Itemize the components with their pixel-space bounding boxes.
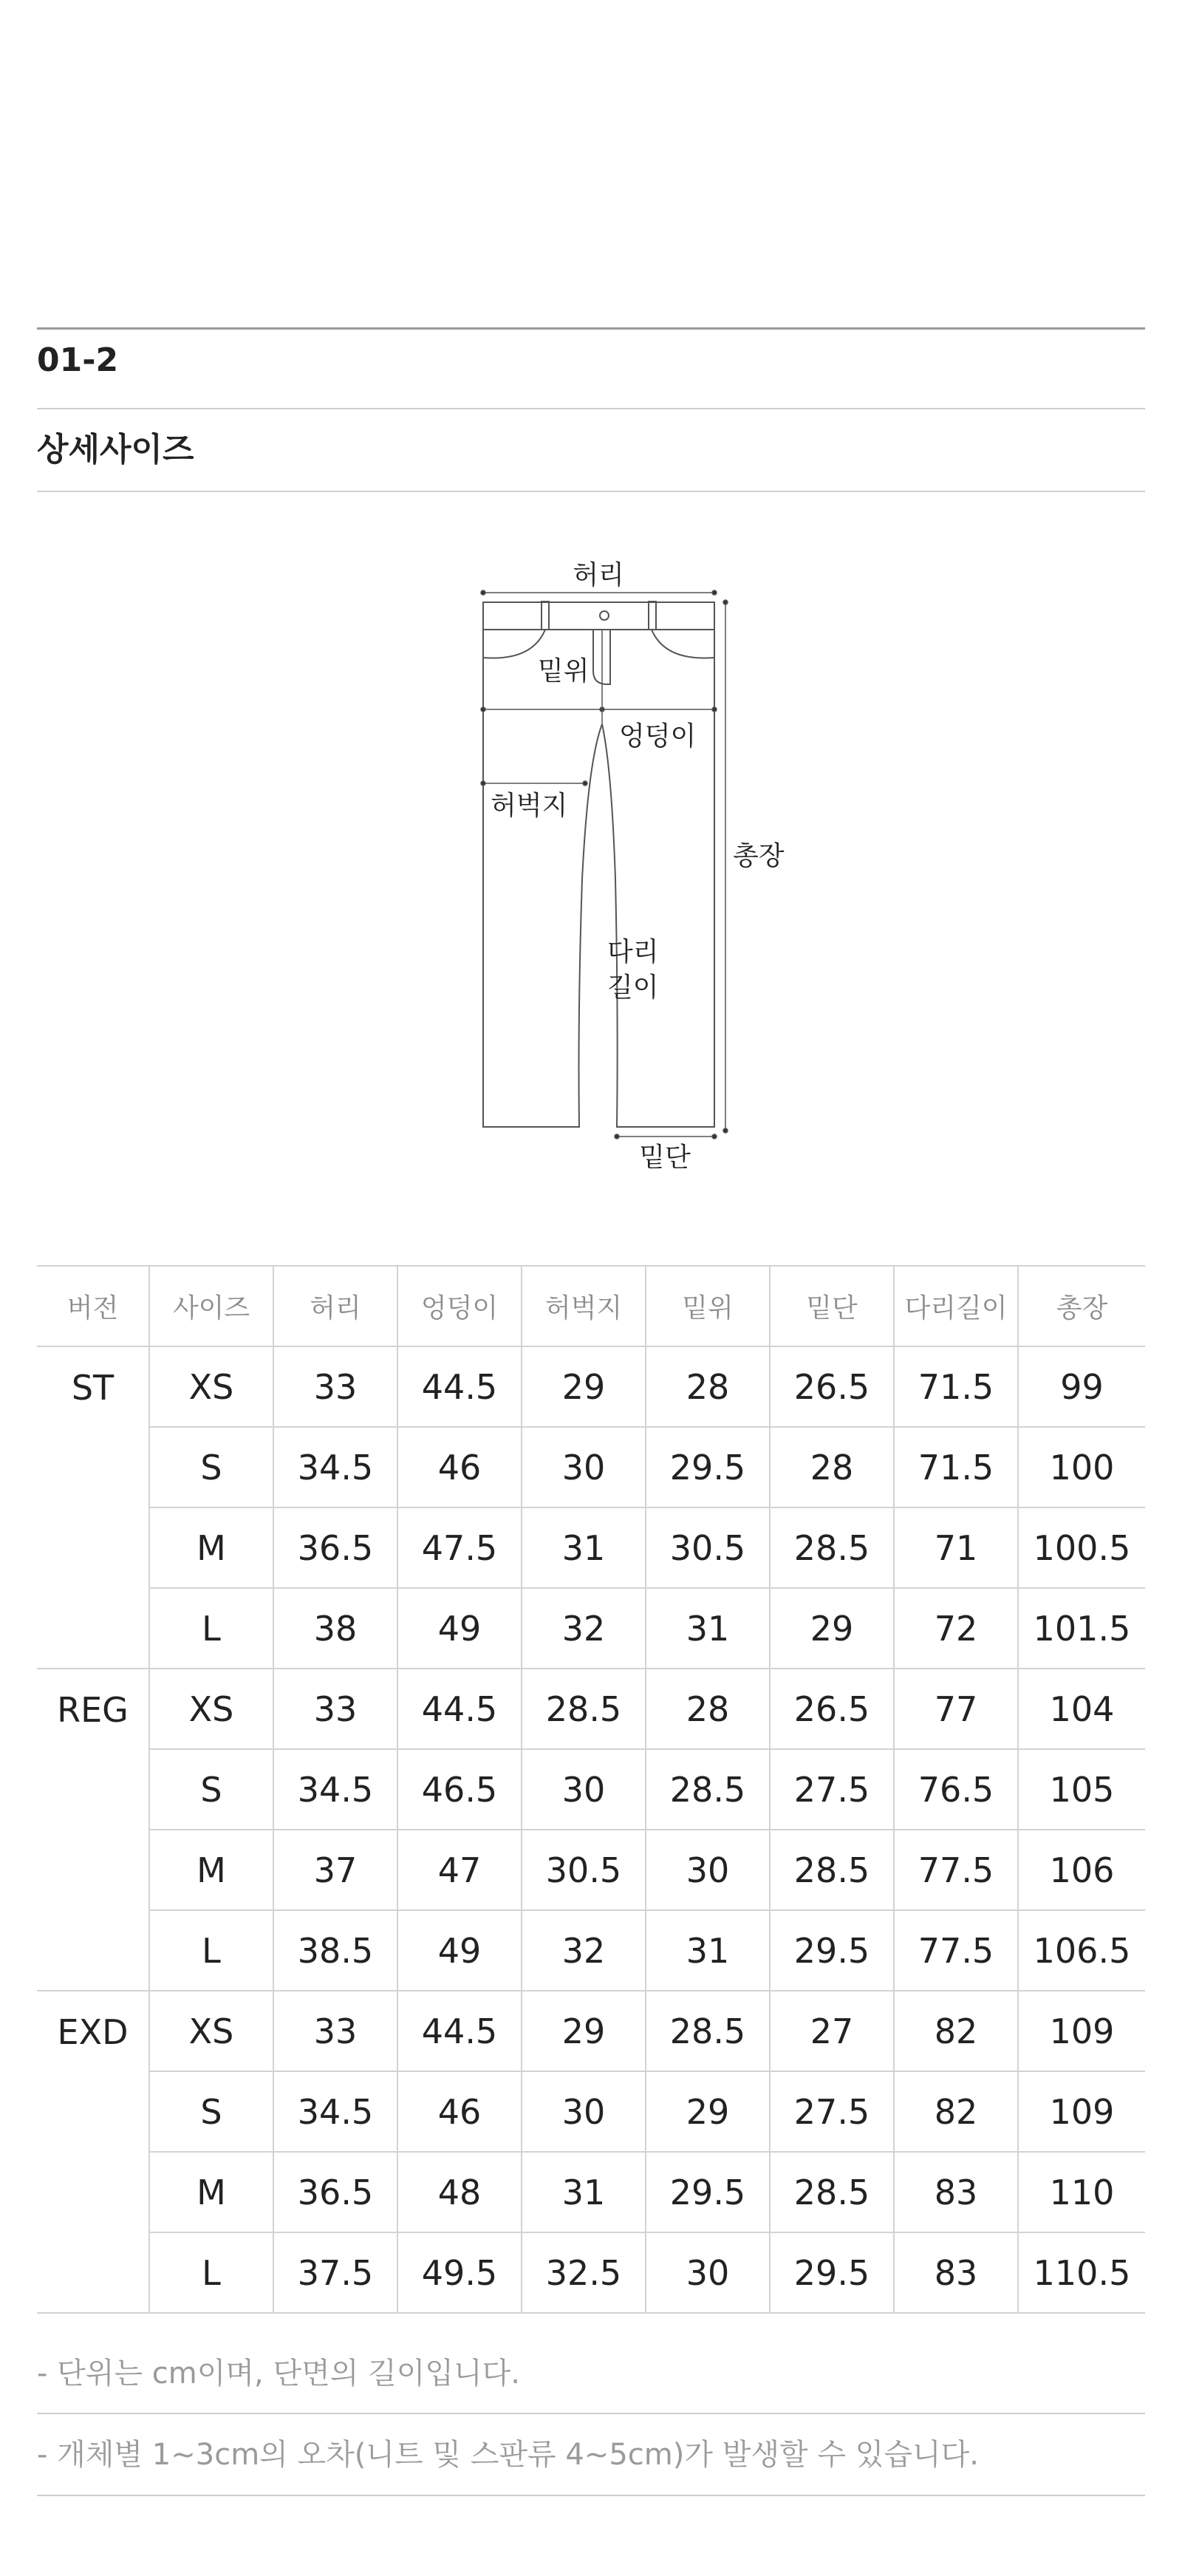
measurement-cell: 101.5: [1018, 1588, 1145, 1669]
measurement-cell: 32: [522, 1588, 646, 1669]
measurement-cell: 29: [646, 2071, 770, 2152]
measurement-cell: 33: [273, 1991, 397, 2071]
size-cell: XS: [149, 1669, 273, 1749]
measurement-cell: 100.5: [1018, 1507, 1145, 1588]
measurement-cell: 83: [894, 2152, 1018, 2232]
measurement-cell: 46.5: [397, 1749, 522, 1830]
table-row: [37, 2071, 1145, 2152]
size-cell: M: [149, 1830, 273, 1910]
note-unit: - 단위는 cm이며, 단면의 길이입니다.: [37, 2357, 520, 2391]
table-row: [37, 2232, 1145, 2313]
top-divider: [37, 327, 1145, 330]
table-row: [37, 1910, 1145, 1991]
version-cell: EXD: [37, 1991, 149, 2313]
header-version: 버전: [37, 1266, 149, 1346]
table-row: [37, 1427, 1145, 1507]
size-cell: S: [149, 2071, 273, 2152]
measurement-cell: 34.5: [273, 1749, 397, 1830]
header-thigh: 허벅지: [522, 1266, 646, 1346]
measurement-cell: 44.5: [397, 1991, 522, 2071]
section-title: 상세사이즈: [37, 431, 194, 468]
measurement-cell: 71.5: [894, 1427, 1018, 1507]
measurement-cell: 36.5: [273, 2152, 397, 2232]
measurement-cell: 82: [894, 2071, 1018, 2152]
measurement-cell: 30: [646, 1830, 770, 1910]
note-divider-2: [37, 2495, 1145, 2496]
measurement-cell: 49.5: [397, 2232, 522, 2313]
measurement-cell: 71: [894, 1507, 1018, 1588]
measurement-cell: 106.5: [1018, 1910, 1145, 1991]
table-row: [37, 1346, 1145, 1427]
header-hem: 밑단: [770, 1266, 894, 1346]
table-row: [37, 1991, 1145, 2071]
size-cell: L: [149, 2232, 273, 2313]
table-row: [37, 1830, 1145, 1910]
measurement-cell: 28.5: [770, 1830, 894, 1910]
size-cell: L: [149, 1588, 273, 1669]
hem-label: 밑단: [639, 1142, 691, 1173]
measurement-cell: 46: [397, 2071, 522, 2152]
measurement-cell: 31: [646, 1910, 770, 1991]
measurement-cell: 36.5: [273, 1507, 397, 1588]
measurement-cell: 28.5: [770, 1507, 894, 1588]
measurement-cell: 30: [522, 1427, 646, 1507]
measurement-cell: 29: [522, 1991, 646, 2071]
measurement-cell: 76.5: [894, 1749, 1018, 1830]
measurement-cell: 29.5: [770, 1910, 894, 1991]
measurement-cell: 29.5: [646, 1427, 770, 1507]
table-row: [37, 1507, 1145, 1588]
leg-length-label-line2: 길이: [607, 972, 659, 1003]
size-cell: L: [149, 1910, 273, 1991]
measurement-cell: 38: [273, 1588, 397, 1669]
note-tolerance: - 개체별 1~3cm의 오차(니트 및 스판류 4~5cm)가 발생할 수 있습니다.: [37, 2438, 979, 2472]
measurement-cell: 28.5: [646, 1991, 770, 2071]
measurement-cell: 30: [522, 1749, 646, 1830]
measurement-cell: 28: [646, 1669, 770, 1749]
measurement-cell: 82: [894, 1991, 1018, 2071]
title-divider: [37, 491, 1145, 492]
header-leg-length: 다리길이: [894, 1266, 1018, 1346]
measurement-cell: 29.5: [770, 2232, 894, 2313]
measurement-cell: 49: [397, 1910, 522, 1991]
measurement-cell: 34.5: [273, 1427, 397, 1507]
table-row: [37, 1669, 1145, 1749]
measurement-cell: 109: [1018, 1991, 1145, 2071]
measurement-cell: 29: [522, 1346, 646, 1427]
measurement-cell: 37: [273, 1830, 397, 1910]
total-length-label: 총장: [733, 841, 785, 871]
measurement-cell: 32.5: [522, 2232, 646, 2313]
measurement-cell: 109: [1018, 2071, 1145, 2152]
size-cell: S: [149, 1427, 273, 1507]
measurement-cell: 28: [770, 1427, 894, 1507]
rise-label: 밑위: [538, 656, 590, 686]
measurement-cell: 30.5: [646, 1507, 770, 1588]
measurement-cell: 30: [646, 2232, 770, 2313]
header-total-length: 총장: [1018, 1266, 1145, 1346]
measurement-cell: 46: [397, 1427, 522, 1507]
measurement-cell: 29: [770, 1588, 894, 1669]
size-cell: M: [149, 2152, 273, 2232]
measurement-cell: 105: [1018, 1749, 1145, 1830]
measurement-cell: 34.5: [273, 2071, 397, 2152]
thigh-label: 허벅지: [491, 791, 568, 821]
measurement-cell: 27.5: [770, 1749, 894, 1830]
pants-measurement-diagram: [414, 539, 813, 1197]
measurement-cell: 33: [273, 1669, 397, 1749]
waist-label: 허리: [573, 560, 624, 590]
size-table: [37, 1265, 1145, 2314]
measurement-cell: 28: [646, 1346, 770, 1427]
measurement-cell: 33: [273, 1346, 397, 1427]
measurement-cell: 72: [894, 1588, 1018, 1669]
size-cell: S: [149, 1749, 273, 1830]
measurement-cell: 49: [397, 1588, 522, 1669]
measurement-cell: 44.5: [397, 1669, 522, 1749]
measurement-cell: 27.5: [770, 2071, 894, 2152]
measurement-cell: 77: [894, 1669, 1018, 1749]
version-cell: REG: [37, 1669, 149, 1991]
measurement-cell: 44.5: [397, 1346, 522, 1427]
measurement-cell: 100: [1018, 1427, 1145, 1507]
measurement-cell: 83: [894, 2232, 1018, 2313]
measurement-cell: 110.5: [1018, 2232, 1145, 2313]
measurement-cell: 28.5: [770, 2152, 894, 2232]
measurement-cell: 37.5: [273, 2232, 397, 2313]
size-cell: M: [149, 1507, 273, 1588]
table-row: [37, 1588, 1145, 1669]
measurement-cell: 29.5: [646, 2152, 770, 2232]
hip-label: 엉덩이: [619, 721, 697, 752]
header-hip: 엉덩이: [397, 1266, 522, 1346]
table-row: [37, 1749, 1145, 1830]
measurement-cell: 26.5: [770, 1346, 894, 1427]
measurement-cell: 110: [1018, 2152, 1145, 2232]
leg-length-label-line1: 다리: [607, 937, 659, 967]
table-row: [37, 2152, 1145, 2232]
measurement-cell: 47.5: [397, 1507, 522, 1588]
measurement-cell: 28.5: [522, 1669, 646, 1749]
header-rise: 밑위: [646, 1266, 770, 1346]
measurement-cell: 71.5: [894, 1346, 1018, 1427]
measurement-cell: 77.5: [894, 1830, 1018, 1910]
size-cell: XS: [149, 1991, 273, 2071]
product-code: 01-2: [37, 341, 119, 379]
header-waist: 허리: [273, 1266, 397, 1346]
measurement-cell: 26.5: [770, 1669, 894, 1749]
measurement-cell: 30: [522, 2071, 646, 2152]
measurement-cell: 31: [646, 1588, 770, 1669]
measurement-cell: 77.5: [894, 1910, 1018, 1991]
code-divider: [37, 408, 1145, 409]
measurement-cell: 48: [397, 2152, 522, 2232]
size-cell: XS: [149, 1346, 273, 1427]
table-header-row: [37, 1266, 1145, 1346]
measurement-cell: 31: [522, 2152, 646, 2232]
measurement-cell: 106: [1018, 1830, 1145, 1910]
header-size: 사이즈: [149, 1266, 273, 1346]
measurement-cell: 47: [397, 1830, 522, 1910]
version-cell: ST: [37, 1346, 149, 1669]
measurement-cell: 104: [1018, 1669, 1145, 1749]
measurement-cell: 31: [522, 1507, 646, 1588]
size-table-body: [37, 1346, 1145, 2313]
measurement-cell: 27: [770, 1991, 894, 2071]
measurement-cell: 99: [1018, 1346, 1145, 1427]
measurement-cell: 30.5: [522, 1830, 646, 1910]
measurement-cell: 32: [522, 1910, 646, 1991]
note-divider-1: [37, 2413, 1145, 2414]
measurement-cell: 28.5: [646, 1749, 770, 1830]
measurement-cell: 38.5: [273, 1910, 397, 1991]
